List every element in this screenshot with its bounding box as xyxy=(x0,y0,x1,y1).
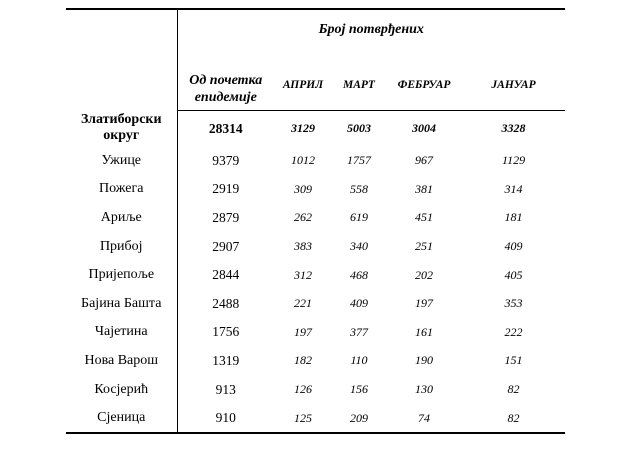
cell-april: 126 xyxy=(294,382,312,397)
header-corner-cell xyxy=(66,9,177,110)
cell-april: 125 xyxy=(274,404,332,434)
municipality-total: 910 xyxy=(177,404,274,434)
cell-april: 312 xyxy=(294,267,312,282)
cell-january: 314 xyxy=(504,181,523,196)
municipality-total: 2844 xyxy=(212,267,240,283)
municipality-total: 913 xyxy=(215,381,236,397)
municipality-total: 2919 xyxy=(212,181,240,197)
cell-april: 262 xyxy=(294,210,312,225)
municipality-total: 2488 xyxy=(212,295,240,311)
municipality-total: 2907 xyxy=(212,238,240,254)
municipality-name: Ужице xyxy=(66,147,177,176)
cell-january: 151 xyxy=(504,353,523,368)
cell-january: 181 xyxy=(504,210,523,225)
cell-march: 619 xyxy=(350,210,368,225)
cell-february: 74 xyxy=(386,404,462,434)
region-january: 3328 xyxy=(501,121,526,135)
cell-february: 161 xyxy=(415,324,433,339)
region-total: 28314 xyxy=(208,120,243,136)
cell-march: 377 xyxy=(350,324,368,339)
month-header-march: МАРТ xyxy=(332,50,386,110)
municipality-name: Пријепоље xyxy=(66,261,177,290)
cell-january: 353 xyxy=(504,296,523,311)
table-row xyxy=(66,375,565,404)
region-march: 5003 xyxy=(347,121,371,135)
table-row xyxy=(66,261,565,290)
municipality-total: 2879 xyxy=(212,209,240,225)
municipality-name: Прибој xyxy=(66,232,177,261)
cell-january: 409 xyxy=(504,239,523,254)
municipality-name: Нова Варош xyxy=(66,347,177,376)
table-row xyxy=(66,204,565,233)
cell-january: 222 xyxy=(504,324,523,339)
cell-january: 82 xyxy=(507,382,520,397)
month-header-april: АПРИЛ xyxy=(274,50,332,110)
cell-april: 221 xyxy=(294,296,312,311)
header-row-group xyxy=(66,9,565,50)
month-header-january: ЈАНУАР xyxy=(462,50,565,110)
group-header: Број потврђених xyxy=(177,9,565,50)
covid-cases-table xyxy=(66,8,565,434)
cell-january: 1129 xyxy=(501,153,526,168)
cell-february: 202 xyxy=(415,267,433,282)
municipality-name: Сјеница xyxy=(66,404,177,434)
cell-april: 197 xyxy=(294,324,312,339)
cell-march: 409 xyxy=(350,296,368,311)
cell-february: 251 xyxy=(415,239,433,254)
municipality-total: 1756 xyxy=(212,324,240,340)
cell-march: 468 xyxy=(350,267,368,282)
municipality-name: Ариље xyxy=(66,204,177,233)
cell-february: 967 xyxy=(415,153,433,168)
month-header-february: ФЕБРУАР xyxy=(386,50,462,110)
cell-february: 190 xyxy=(415,353,433,368)
municipality-total: 1319 xyxy=(212,352,240,368)
cell-march: 110 xyxy=(350,353,368,368)
table-row xyxy=(66,232,565,261)
table-row xyxy=(66,175,565,204)
cell-march: 558 xyxy=(350,181,368,196)
table-row xyxy=(66,289,565,318)
cell-march: 209 xyxy=(332,404,386,434)
table-row xyxy=(66,147,565,176)
municipality-name: Пожега xyxy=(66,175,177,204)
region-row xyxy=(66,110,565,147)
cell-february: 197 xyxy=(415,296,433,311)
cell-april: 1012 xyxy=(291,153,315,168)
cell-april: 182 xyxy=(294,353,312,368)
table-row xyxy=(66,347,565,376)
total-header: Од почетка епидемије xyxy=(177,50,274,110)
cell-april: 383 xyxy=(294,239,312,254)
municipality-name: Чајетина xyxy=(66,318,177,347)
cell-january: 405 xyxy=(504,267,523,282)
cell-march: 156 xyxy=(350,382,368,397)
cell-february: 130 xyxy=(415,382,433,397)
cell-january: 82 xyxy=(462,404,565,434)
table-row xyxy=(66,318,565,347)
municipality-total: 9379 xyxy=(212,152,240,168)
cell-march: 340 xyxy=(350,239,368,254)
cell-february: 451 xyxy=(415,210,433,225)
cell-march: 1757 xyxy=(347,153,371,168)
municipality-name: Бајина Башта xyxy=(66,289,177,318)
cell-february: 381 xyxy=(415,181,433,196)
region-april: 3129 xyxy=(291,121,315,135)
region-name: Златиборски округ xyxy=(66,110,177,147)
cell-april: 309 xyxy=(294,181,312,196)
table-row xyxy=(66,404,565,434)
region-february: 3004 xyxy=(412,121,436,135)
municipality-name: Косјерић xyxy=(66,375,177,404)
